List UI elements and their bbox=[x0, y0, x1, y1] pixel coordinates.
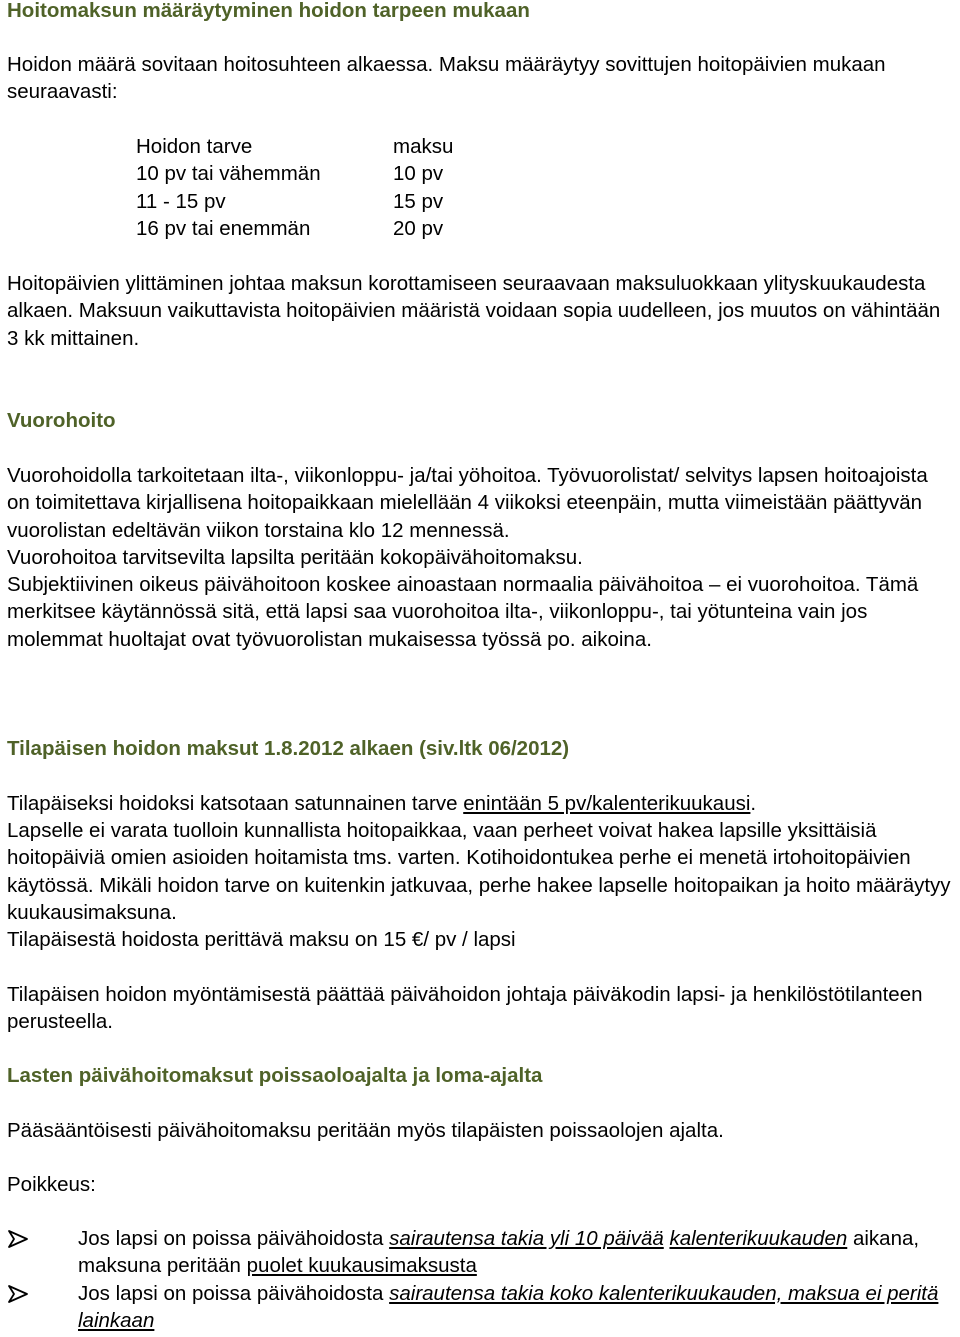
exception-item-text: Jos lapsi on poissa päivähoidosta bbox=[78, 1281, 390, 1305]
fee-table-cell: 11 - 15 pv bbox=[136, 189, 226, 213]
exception-item-emphasis: kalenterikuukauden bbox=[669, 1227, 848, 1250]
fee-table-header bbox=[136, 133, 453, 160]
heading-fee-by-need: Hoitomaksun määräytyminen hoidon tarpeen mukaan bbox=[7, 0, 530, 22]
exception-item-text: aikana, maksuna peritään bbox=[78, 1227, 920, 1278]
absence-fee-paragraph: Pääsääntöisesti päivähoitomaksu peritään myös tilapäisten poissaolojen ajalta. bbox=[7, 1119, 724, 1142]
heading-absence-fees: Lasten päivähoitomaksut poissaoloajalta ja loma-ajalta bbox=[7, 1064, 543, 1087]
temporary-care-limit: enintään 5 pv/kalenterikuukausi bbox=[463, 792, 751, 815]
fee-table-row bbox=[136, 215, 453, 242]
heading-temporary-care: Tilapäisen hoidon maksut 1.8.2012 alkaen (siv.ltk 06/2012) bbox=[7, 737, 570, 760]
exception-item bbox=[7, 1280, 956, 1335]
shift-care-fee-paragraph: Vuorohoitoa tarvitsevilta lapsilta peritään kokopäivähoitomaksu. bbox=[7, 546, 583, 569]
exception-item bbox=[7, 1225, 956, 1280]
fee-table-header-fee: maksu bbox=[393, 135, 454, 158]
temporary-care-period: . bbox=[750, 792, 757, 815]
exception-item-emphasis: puolet kuukausimaksusta bbox=[246, 1254, 477, 1278]
temporary-care-text: Tilapäiseksi hoidoksi katsotaan satunnainen tarve bbox=[7, 792, 464, 815]
exception-label: Poikkeus: bbox=[7, 1173, 96, 1196]
exception-item-emphasis: sairautensa takia koko kalenterikuukauden, maksua ei peritä lainkaan bbox=[78, 1281, 939, 1333]
temporary-care-decision: Tilapäisen hoidon myöntämisestä päättää päivähoidon johtaja päiväkodin lapsi- ja henkilöstötilanteen perusteella. bbox=[7, 983, 923, 1034]
arrow-bullet-icon bbox=[7, 1229, 29, 1249]
fee-table-row bbox=[136, 188, 453, 215]
fee-table-cell: 20 pv bbox=[393, 217, 444, 241]
subjective-right-paragraph: Subjektiivinen oikeus päivähoitoon koskee ainoastaan normaalia päivähoitoa – ei vuorohoitoa. Tämä merkitsee käytännössä sitä, että lapsi saa vuorohoitoa ilta-, viikonloppu-, tai yötunteina vain jos molemmat huoltajat ovat työvuorolistan mukaisessa työssä po. aikoina. bbox=[7, 573, 919, 651]
fee-table bbox=[136, 133, 453, 243]
fee-table-cell: 10 pv bbox=[393, 162, 444, 186]
heading-shift-care: Vuorohoito bbox=[7, 409, 116, 432]
exception-list bbox=[7, 1225, 956, 1335]
intro-paragraph: Hoidon määrä sovitaan hoitosuhteen alkaessa. Maksu määräytyy sovittujen hoitopäivien mukaan seuraavasti: bbox=[7, 53, 886, 104]
temporary-care-definition bbox=[7, 790, 956, 817]
fee-table-row bbox=[136, 160, 453, 187]
temporary-care-paragraph: Lapselle ei varata tuolloin kunnallista hoitopaikkaa, vaan perheet voivat hakea lapsille yksittäisiä hoitopäiviä omien asioiden hoitamista tms. varten. Kotihoidontukea perhe ei menetä irtohoitopäivien käytössä. Mikäli hoidon tarve on kuitenkin jatkuvaa, perhe hakee lapselle hoitopaikan ja hoito määräytyy kuukausimaksuna. bbox=[7, 819, 951, 925]
fee-table-header-need: Hoidon tarve bbox=[136, 135, 253, 158]
fee-table-cell: 15 pv bbox=[393, 189, 444, 213]
fee-table-cell: 10 pv tai vähemmän bbox=[136, 162, 321, 186]
arrow-bullet-icon bbox=[7, 1284, 29, 1304]
shift-care-paragraph: Vuorohoidolla tarkoitetaan ilta-, viikonloppu- ja/tai yöhoitoa. Työvuorolistat/ selvitys lapsen hoitoajoista on toimitettava kirjallisena hoitopaikkaan mielellään 4 viikoksi eteenpäin, mutta viimeistään päättyvän vuorolistan edeltävän viikon torstaina klo 12 mennessä. bbox=[7, 464, 928, 542]
exception-item-emphasis: sairautensa takia yli 10 päivää bbox=[389, 1227, 664, 1250]
exception-item-text: Jos lapsi on poissa päivähoidosta bbox=[78, 1227, 390, 1250]
temporary-care-fee: Tilapäisestä hoidosta perittävä maksu on 15 €/ pv / lapsi bbox=[7, 928, 516, 951]
fee-table-cell: 16 pv tai enemmän bbox=[136, 217, 311, 241]
overage-paragraph: Hoitopäivien ylittäminen johtaa maksun korottamiseen seuraavaan maksuluokkaan ylityskuukaudesta alkaen. Maksuun vaikuttavista hoitopäivien määristä voidaan sopia uudelleen, jos muutos on vähintään 3 kk mittainen. bbox=[7, 272, 941, 350]
